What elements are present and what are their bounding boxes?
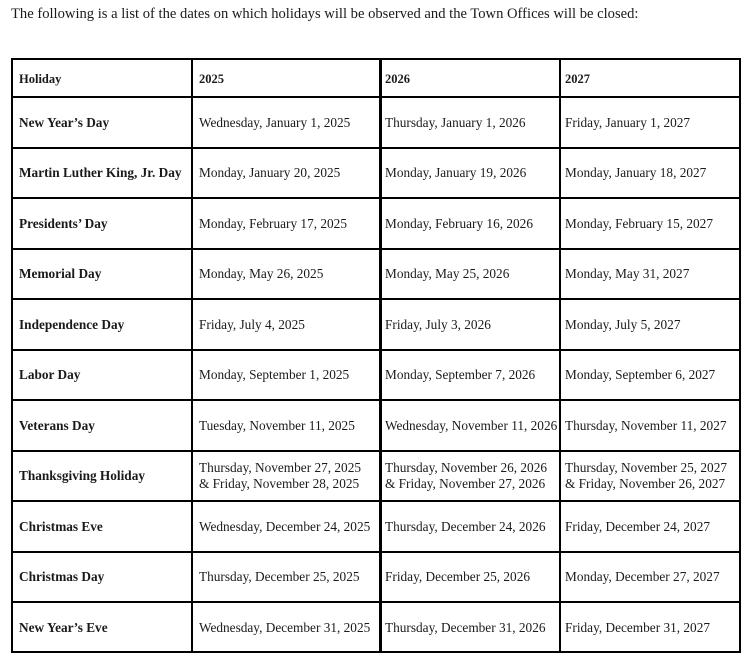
date-2026 — [379, 351, 559, 401]
holiday-name: Independence Day — [19, 316, 125, 332]
date-2025 — [191, 199, 379, 249]
date-2025 — [191, 149, 379, 199]
holiday-name: Martin Luther King, Jr. Day — [19, 165, 182, 181]
date-2027 — [559, 603, 739, 653]
date-2027 — [559, 149, 739, 199]
holiday-name: Labor Day — [19, 367, 81, 383]
date-2026 — [379, 502, 559, 552]
date-2026 — [379, 452, 559, 502]
table-row — [13, 149, 739, 199]
date-line: Friday, July 4, 2025 — [199, 316, 305, 332]
table-row — [13, 250, 739, 300]
holiday-name: New Year’s Day — [19, 114, 110, 130]
date-2026 — [379, 250, 559, 300]
intro-text: The following is a list of the dates on which holidays will be observed and the Town Offices will be closed: — [11, 6, 639, 22]
table-row — [13, 199, 739, 249]
table-header-row — [13, 60, 739, 97]
date-line: & Friday, November 27, 2026 — [385, 476, 546, 492]
date-line: Thursday, November 11, 2027 — [565, 417, 727, 433]
holiday-table — [11, 58, 741, 653]
date-line: Thursday, December 25, 2025 — [199, 569, 360, 585]
date-line: Monday, January 18, 2027 — [565, 165, 707, 181]
date-line: Thursday, January 1, 2026 — [385, 114, 526, 130]
date-2026 — [379, 98, 559, 148]
date-line: Monday, January 19, 2026 — [385, 165, 527, 181]
date-2026 — [379, 199, 559, 249]
date-2025 — [191, 553, 379, 603]
date-line: & Friday, November 28, 2025 — [199, 476, 360, 492]
date-2025 — [191, 250, 379, 300]
date-line: Thursday, December 24, 2026 — [385, 518, 546, 534]
date-2026 — [379, 401, 559, 451]
date-line: Thursday, November 26, 2026 — [385, 460, 547, 476]
date-2026 — [379, 149, 559, 199]
date-line: Monday, December 27, 2027 — [565, 569, 720, 585]
date-line: Friday, December 31, 2027 — [565, 619, 710, 635]
date-2027 — [559, 351, 739, 401]
date-line: Friday, January 1, 2027 — [565, 114, 691, 130]
table-row — [13, 351, 739, 401]
date-2027 — [559, 250, 739, 300]
date-line: Monday, September 6, 2027 — [565, 367, 716, 383]
date-line: Tuesday, November 11, 2025 — [199, 417, 355, 433]
date-line: Monday, February 16, 2026 — [385, 215, 533, 231]
date-line: Wednesday, January 1, 2025 — [199, 114, 351, 130]
holiday-name: Memorial Day — [19, 266, 102, 282]
header-2025: 2025 — [199, 71, 224, 86]
date-line: Wednesday, December 24, 2025 — [199, 518, 371, 534]
holiday-name: Thanksgiving Holiday — [19, 468, 146, 484]
date-line: Thursday, November 25, 2027 — [565, 460, 727, 476]
date-2025 — [191, 603, 379, 653]
date-line: Monday, September 7, 2026 — [385, 367, 536, 383]
date-2027 — [559, 98, 739, 148]
date-2025 — [191, 98, 379, 148]
table-row — [13, 401, 739, 451]
table-row — [13, 300, 739, 350]
table-row — [13, 502, 739, 552]
date-2026 — [379, 603, 559, 653]
date-2025 — [191, 401, 379, 451]
date-line: Monday, May 25, 2026 — [385, 266, 510, 282]
date-line: Monday, July 5, 2027 — [565, 316, 681, 332]
header-holiday: Holiday — [19, 71, 62, 86]
date-2027 — [559, 300, 739, 350]
date-2027 — [559, 553, 739, 603]
date-2026 — [379, 300, 559, 350]
date-line: Wednesday, December 31, 2025 — [199, 619, 371, 635]
date-line: Friday, December 25, 2026 — [385, 569, 530, 585]
date-2027 — [559, 199, 739, 249]
date-2025 — [191, 452, 379, 502]
header-2026: 2026 — [385, 71, 410, 86]
date-line: Monday, January 20, 2025 — [199, 165, 341, 181]
date-line: Monday, May 26, 2025 — [199, 266, 324, 282]
table-row — [13, 98, 739, 148]
date-2027 — [559, 452, 739, 502]
table-row — [13, 452, 739, 502]
date-line: Monday, February 17, 2025 — [199, 215, 347, 231]
date-line: Wednesday, November 11, 2026 — [385, 417, 558, 433]
date-2025 — [191, 300, 379, 350]
holiday-name: Presidents’ Day — [19, 215, 108, 231]
holiday-name: New Year’s Eve — [19, 619, 108, 635]
date-2027 — [559, 401, 739, 451]
date-line: Friday, July 3, 2026 — [385, 316, 491, 332]
holiday-name: Christmas Day — [19, 569, 105, 585]
holiday-name: Christmas Eve — [19, 518, 103, 534]
date-line: Monday, May 31, 2027 — [565, 266, 690, 282]
header-2027: 2027 — [565, 71, 590, 86]
date-line: Friday, December 24, 2027 — [565, 518, 710, 534]
table-row — [13, 603, 739, 653]
date-line: Thursday, November 27, 2025 — [199, 460, 361, 476]
date-line: Monday, September 1, 2025 — [199, 367, 350, 383]
date-2026 — [379, 553, 559, 603]
date-line: & Friday, November 26, 2027 — [565, 476, 726, 492]
holiday-name: Veterans Day — [19, 417, 95, 433]
date-2027 — [559, 502, 739, 552]
date-line: Monday, February 15, 2027 — [565, 215, 713, 231]
date-line: Thursday, December 31, 2026 — [385, 619, 546, 635]
table-row — [13, 553, 739, 603]
date-2025 — [191, 351, 379, 401]
date-2025 — [191, 502, 379, 552]
